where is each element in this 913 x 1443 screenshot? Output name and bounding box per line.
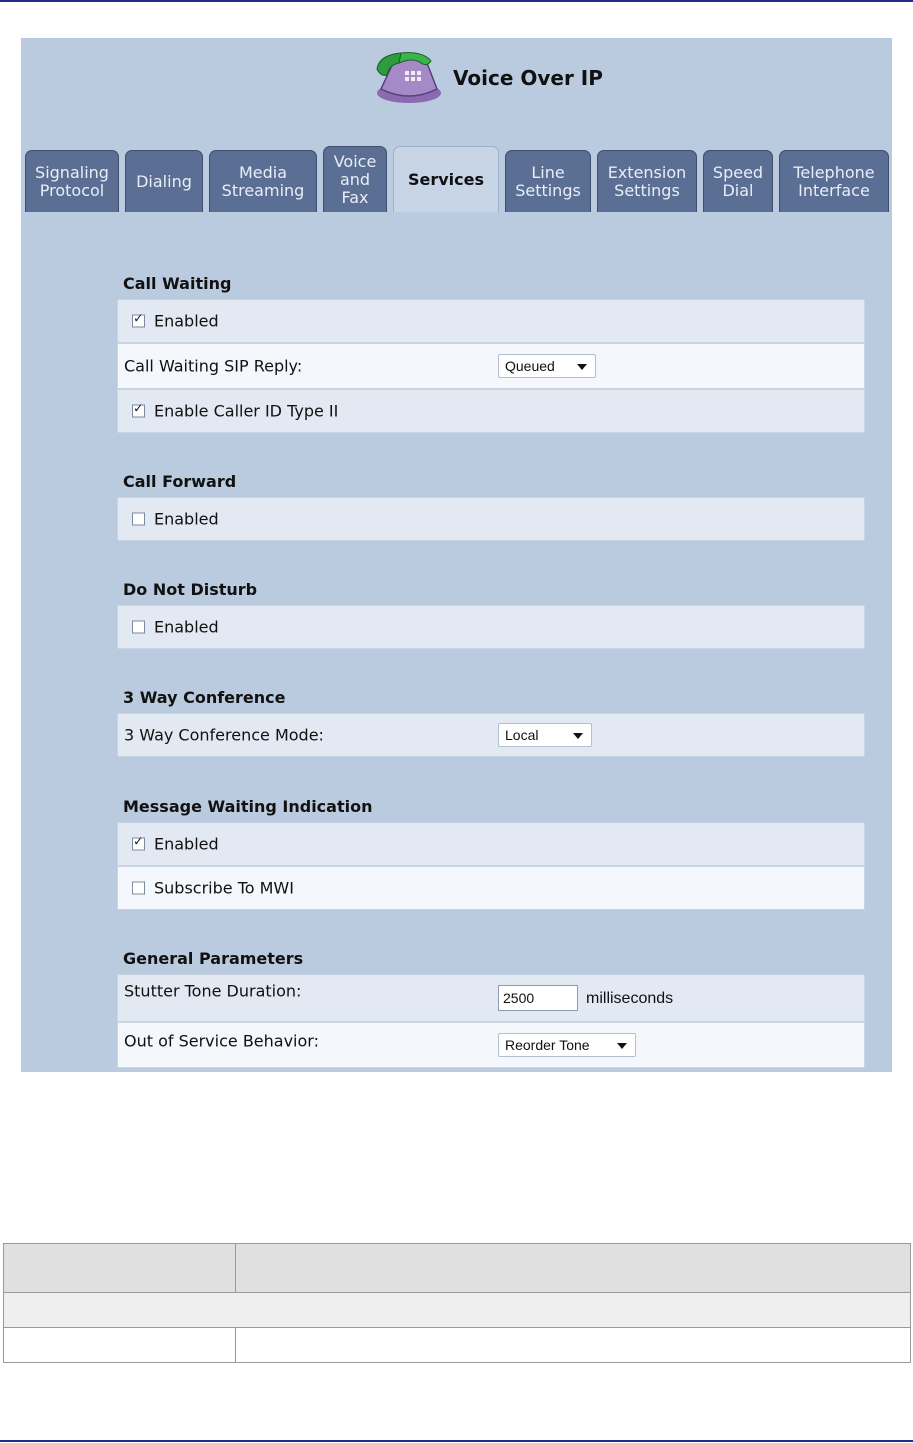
chevron-down-icon xyxy=(617,1043,627,1049)
stutter-tone-label: Stutter Tone Duration: xyxy=(124,981,302,1001)
tab-dialing[interactable]: Dialing xyxy=(125,150,203,212)
tab-voice-and-fax[interactable]: Voice and Fax xyxy=(323,146,387,212)
stutter-tone-row xyxy=(117,974,865,1022)
section-three-way-conference: 3 Way Conference xyxy=(123,688,286,707)
mwi-subscribe-row xyxy=(117,866,865,910)
table-header-cell xyxy=(4,1244,236,1293)
voip-panel xyxy=(21,38,892,1072)
top-rule xyxy=(0,0,913,2)
dnd-enabled-row xyxy=(117,605,865,649)
page-header xyxy=(371,48,603,108)
call-waiting-sip-reply-label: Call Waiting SIP Reply: xyxy=(124,356,303,376)
table-cell xyxy=(236,1328,911,1363)
out-of-service-row xyxy=(117,1022,865,1068)
chevron-down-icon xyxy=(577,364,587,370)
tab-speed-dial[interactable]: Speed Dial xyxy=(703,150,773,212)
section-mwi: Message Waiting Indication xyxy=(123,797,373,816)
three-way-mode-label: 3 Way Conference Mode: xyxy=(124,725,324,745)
section-call-waiting: Call Waiting xyxy=(123,274,232,293)
section-general-parameters: General Parameters xyxy=(123,949,304,968)
call-waiting-enabled-label: Enabled xyxy=(154,311,219,331)
mwi-enabled-row xyxy=(117,822,865,866)
caller-id-label: Enable Caller ID Type II xyxy=(154,401,339,421)
call-forward-enabled-row xyxy=(117,497,865,541)
stutter-tone-input[interactable]: 2500 xyxy=(498,985,578,1011)
call-waiting-enabled-checkbox[interactable] xyxy=(132,315,145,328)
table-cell xyxy=(4,1328,236,1363)
tab-line-settings[interactable]: Line Settings xyxy=(505,150,591,212)
out-of-service-select[interactable] xyxy=(498,1033,636,1057)
mwi-enabled-label: Enabled xyxy=(154,834,219,854)
call-waiting-enabled-row xyxy=(117,299,865,343)
bottom-rule xyxy=(0,1440,913,1442)
phone-icon xyxy=(371,49,445,107)
tab-telephone-interface[interactable]: Telephone Interface xyxy=(779,150,889,212)
page-title: Voice Over IP xyxy=(453,66,603,90)
mwi-subscribe-checkbox[interactable] xyxy=(132,882,145,895)
mwi-subscribe-label: Subscribe To MWI xyxy=(154,878,294,898)
parameters-table xyxy=(3,1243,911,1363)
mwi-enabled-checkbox[interactable] xyxy=(132,838,145,851)
select-value: Queued xyxy=(505,358,555,374)
three-way-mode-row xyxy=(117,713,865,757)
table-cell xyxy=(4,1293,911,1328)
tab-services[interactable]: Services xyxy=(393,146,499,212)
three-way-mode-select[interactable] xyxy=(498,723,592,747)
dnd-enabled-checkbox[interactable] xyxy=(132,621,145,634)
table-header-cell xyxy=(236,1244,911,1293)
call-forward-enabled-checkbox[interactable] xyxy=(132,513,145,526)
tab-extension-settings[interactable]: Extension Settings xyxy=(597,150,697,212)
section-do-not-disturb: Do Not Disturb xyxy=(123,580,258,599)
tab-signaling-protocol[interactable]: Signaling Protocol xyxy=(25,150,119,212)
select-value: Local xyxy=(505,727,539,743)
dnd-enabled-label: Enabled xyxy=(154,617,219,637)
table-header-row xyxy=(4,1244,911,1293)
out-of-service-label: Out of Service Behavior: xyxy=(124,1031,319,1051)
tab-media-streaming[interactable]: Media Streaming xyxy=(209,150,317,212)
call-waiting-sip-reply-row xyxy=(117,343,865,389)
caller-id-checkbox[interactable] xyxy=(132,405,145,418)
section-call-forward: Call Forward xyxy=(123,472,237,491)
table-row xyxy=(4,1293,911,1328)
table-row xyxy=(4,1328,911,1363)
call-waiting-sip-reply-select[interactable] xyxy=(498,354,596,378)
call-forward-enabled-label: Enabled xyxy=(154,509,219,529)
select-value: Reorder Tone xyxy=(505,1037,590,1053)
chevron-down-icon xyxy=(573,733,583,739)
stutter-tone-unit: milliseconds xyxy=(586,989,674,1007)
caller-id-row xyxy=(117,389,865,433)
